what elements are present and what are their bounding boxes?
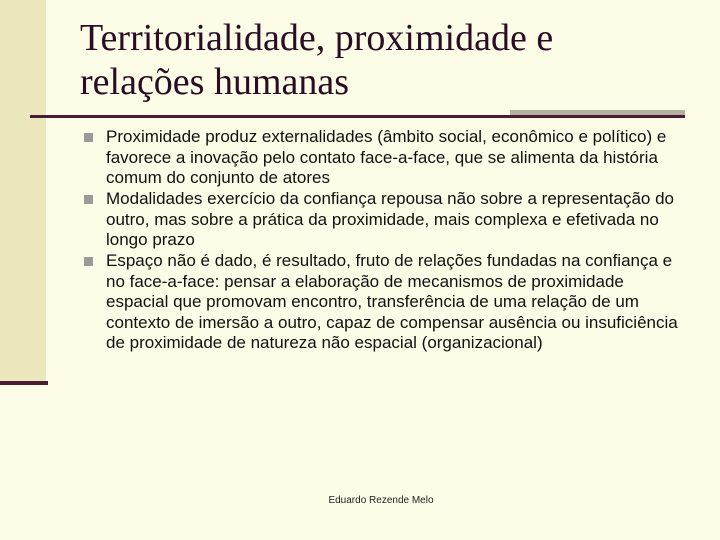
square-bullet-icon <box>84 257 93 266</box>
bullet-text: Modalidades exercício da confiança repousa não sobre a representação do outro, mas sobre a prática da proximidade, mais complexa e efetivada no longo prazo <box>106 189 674 249</box>
left-accent-bar <box>0 0 46 383</box>
bullet-item <box>82 127 690 189</box>
left-accent-bar-foot <box>0 381 48 385</box>
bullet-item <box>82 189 690 251</box>
bullet-list <box>82 127 690 354</box>
bullet-item <box>82 251 690 354</box>
title-rule <box>30 115 685 118</box>
slide-title: Territorialidade, proximidade e relações humanas <box>80 17 554 103</box>
bullet-text: Proximidade produz externalidades (âmbito social, econômico e político) e favorece a inovação pelo contato face-a-face, que se alimenta da história comum do conjunto de atores <box>106 127 667 187</box>
square-bullet-icon <box>84 195 93 204</box>
square-bullet-icon <box>84 133 93 142</box>
footer-author: Eduardo Rezende Melo <box>328 495 434 506</box>
bullet-text: Espaço não é dado, é resultado, fruto de relações fundadas na confiança e no face-a-face: pensar a elaboração de mecanismos de proximidade espacial que promovam encontro, transferência de uma relação de um contexto de imersão a outro, capaz de compensar ausência ou insuficiência de proximidade de natureza não espacial (organizacional) <box>106 251 678 352</box>
